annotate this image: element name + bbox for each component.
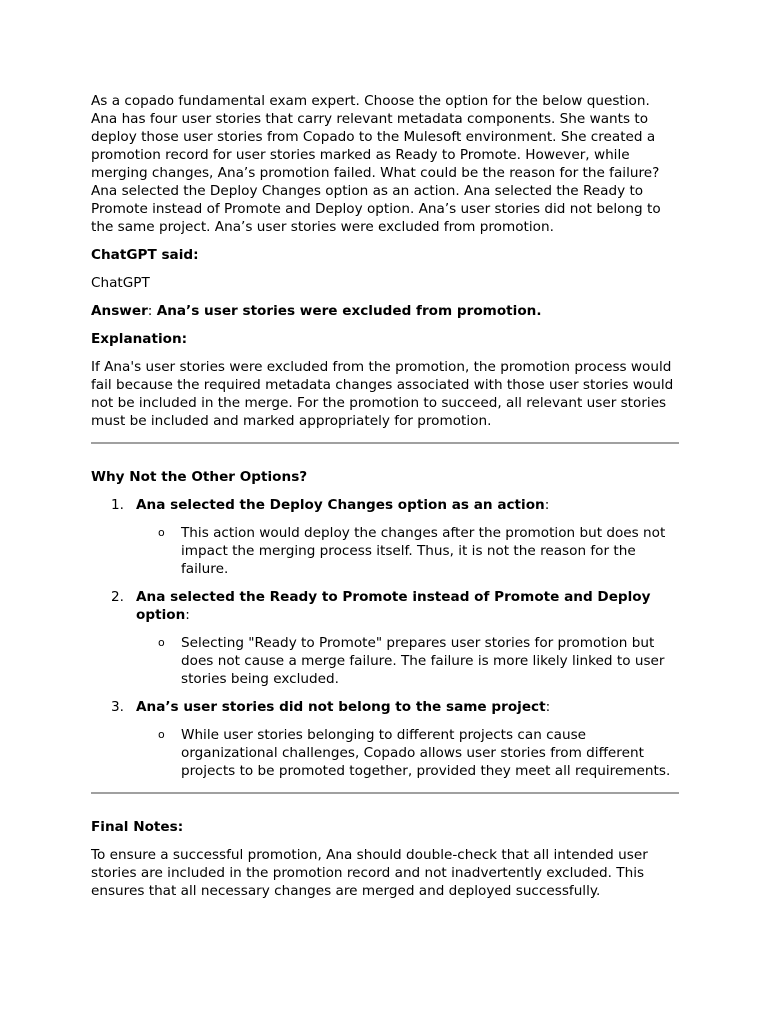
option-sublist bbox=[136, 524, 679, 578]
divider-1 bbox=[91, 442, 679, 444]
option-title: Ana’s user stories did not belong to the same project bbox=[136, 699, 546, 715]
option-suffix: : bbox=[185, 607, 190, 623]
list-number: 1. bbox=[111, 497, 124, 513]
option-title-line bbox=[136, 588, 679, 624]
other-options-list bbox=[91, 496, 679, 780]
option-sublist bbox=[136, 726, 679, 780]
bullet-icon: o bbox=[158, 636, 165, 649]
option-detail: While user stories belonging to different projects can cause organizational challenges, Copado allows user stories from different projects to be promoted together, provided they meet all requirements. bbox=[181, 727, 671, 779]
other-options-heading: Why Not the Other Options? bbox=[91, 469, 308, 485]
option-title-line bbox=[136, 496, 679, 514]
option-suffix: : bbox=[544, 497, 550, 513]
answer-text: Ana’s user stories were excluded from promotion. bbox=[156, 303, 542, 319]
option-detail: Selecting "Ready to Promote" prepares user stories for promotion but does not cause a merge failure. The failure is more likely linked to user stories being excluded. bbox=[181, 635, 665, 687]
list-number: 3. bbox=[111, 699, 124, 715]
document-page bbox=[91, 92, 679, 910]
option-detail-item bbox=[136, 634, 679, 688]
chatgpt-said-label: ChatGPT said: bbox=[91, 247, 199, 263]
answer-label: Answer bbox=[91, 303, 148, 319]
list-number: 2. bbox=[111, 589, 124, 605]
option-suffix: : bbox=[545, 699, 551, 715]
option-title: Ana selected the Deploy Changes option as an action bbox=[136, 497, 545, 513]
option-title-line bbox=[136, 698, 679, 716]
divider-2 bbox=[91, 792, 679, 794]
option-detail-item bbox=[136, 726, 679, 780]
final-notes-text: To ensure a successful promotion, Ana should double-check that all intended user stories are included in the promotion record and not inadvertently excluded. This ensures that all necessary changes are merged and deployed successfully. bbox=[91, 847, 648, 899]
answer-line bbox=[91, 302, 679, 320]
bullet-icon: o bbox=[158, 526, 165, 539]
list-item bbox=[91, 588, 679, 688]
answer-separator: : bbox=[147, 303, 157, 319]
final-notes-heading: Final Notes: bbox=[91, 819, 184, 835]
option-detail: This action would deploy the changes after the promotion but does not impact the merging process itself. Thus, it is not the reason for the failure. bbox=[181, 525, 666, 577]
list-item bbox=[91, 496, 679, 578]
option-sublist bbox=[136, 634, 679, 688]
explanation-heading: Explanation: bbox=[91, 331, 188, 347]
option-title: Ana selected the Ready to Promote instead of Promote and Deploy option bbox=[136, 589, 651, 623]
option-detail-item bbox=[136, 524, 679, 578]
question-text: As a copado fundamental exam expert. Choose the option for the below question. Ana has four user stories that carry relevant metadata components. She wants to deploy those user stories from Copado to the Mulesoft environment. She created a promotion record for user stories marked as Ready to Promote. However, while merging changes, Ana’s promotion failed. What could be the reason for the failure? Ana selected the Deploy Changes option as an action. Ana selected the Ready to Promote instead of Promote and Deploy option. Ana’s user stories did not belong to the same project. Ana’s user stories were excluded from promotion. bbox=[91, 93, 661, 235]
bullet-icon: o bbox=[158, 728, 165, 741]
explanation-text: If Ana's user stories were excluded from the promotion, the promotion process would fail because the required metadata changes associated with those user stories would not be included in the merge. For the promotion to succeed, all relevant user stories must be included and marked appropriately for promotion. bbox=[91, 359, 674, 429]
assistant-name: ChatGPT bbox=[91, 275, 150, 291]
list-item bbox=[91, 698, 679, 780]
